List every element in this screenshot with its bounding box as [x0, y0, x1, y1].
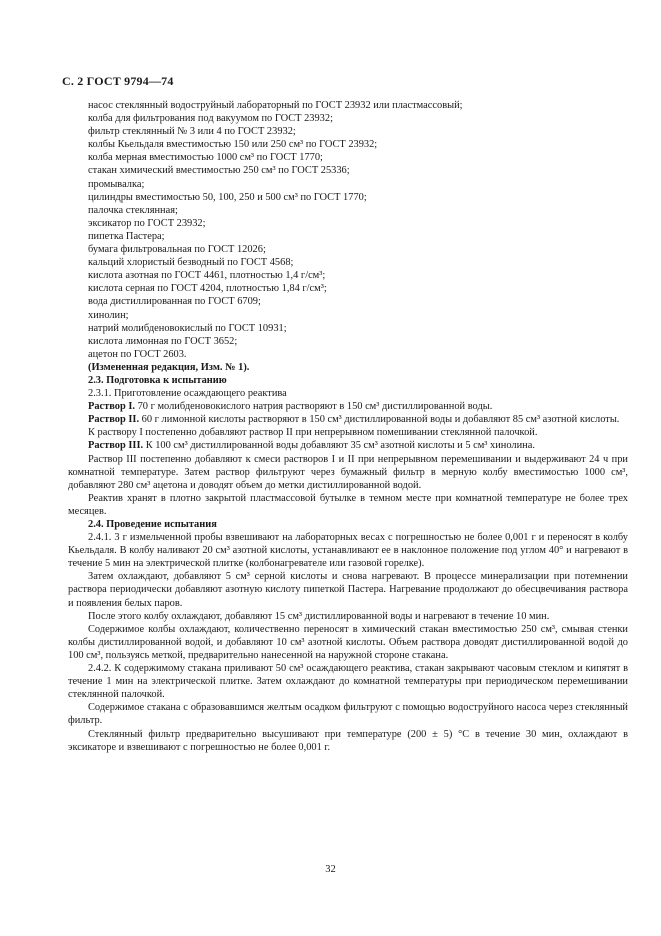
list-item: кислота лимонная по ГОСТ 3652; [88, 335, 238, 347]
list-item: цилиндры вместимостью 50, 100, 250 и 500 см³ по ГОСТ 1770; [88, 191, 367, 203]
solution-text: 70 г молибденовокислого натрия растворяют в 150 см³ дистиллированной воды. [135, 401, 493, 413]
list-item: вода дистиллированная по ГОСТ 6709; [88, 296, 261, 308]
body-text [68, 374, 628, 754]
solution-label: Раствор I. [88, 401, 136, 413]
paragraph [68, 413, 628, 426]
solution-label: Раствор III. [88, 440, 144, 452]
revision-note: (Измененная редакция, Изм. № 1). [88, 361, 250, 373]
document-content [68, 99, 628, 754]
list-item: фильтр стеклянный № 3 или 4 по ГОСТ 23932; [88, 126, 296, 138]
section-heading: 2.3. Подготовка к испытанию [88, 374, 227, 386]
list-item: кислота серная по ГОСТ 4204, плотностью 1,84 г/см³; [88, 283, 327, 295]
list-item: промывалка; [88, 178, 145, 190]
section-heading: 2.4. Проведение испытания [88, 519, 217, 530]
list-item: колбы Кьельдаля вместимостью 150 или 250 см³ по ГОСТ 23932; [88, 139, 378, 151]
paragraph: Стеклянный фильтр предварительно высушивают при температуре (200 ± 5) °С в течение 30 мин, охлаждают в эксикаторе и взвешивают с погрешностью не более 0,001 г. [68, 728, 628, 753]
list-item: насос стеклянный водоструйный лабораторный по ГОСТ 23932 или пластмассовый; [88, 100, 463, 111]
list-item: ацетон по ГОСТ 2603. [88, 348, 187, 360]
list-item: бумага фильтровальная по ГОСТ 12026; [88, 244, 266, 256]
paragraph: 2.4.1. 3 г измельченной пробы взвешивают на лабораторных весах с погрешностью не более 0,001 г и переносят в колбу Кьельдаля. В колбу наливают 20 см³ азотной кислоты, устанавливают ее в наклонное положение под углом 40° и нагревают в течение 5 мин на электрической плитке (колбонагревателе или газовой горелке). [68, 532, 628, 570]
paragraph: Затем охлаждают, добавляют 5 см³ серной кислоты и снова нагревают. В процессе минерализации при потемнении раствора периодически добавляют азотную кислоту пипеткой Пастера. Нагревание продолжают до обесцвечивания раствора и появления белых паров. [68, 571, 628, 609]
paragraph: 2.4.2. К содержимому стакана приливают 50 см³ осаждающего реактива, стакан закрывают часовым стеклом и кипятят в течение 1 мин на электрической плитке. Затем охлаждают до комнатной температуры при периодическом перемешивании стеклянной палочкой. [68, 663, 628, 701]
paragraph: Содержимое колбы охлаждают, количественно переносят в химический стакан вместимостью 250 см³, смывая стенки колбы дистиллированной водой, и добавляют 10 см³ азотной кислоты. Объем раствора доводят дистиллированной водой до 100 см³, пользуясь меткой, предварительно нанесенной на наружной стороне стакана. [68, 623, 628, 661]
list-item: эксикатор по ГОСТ 23932; [88, 217, 206, 229]
paragraph [68, 400, 628, 413]
paragraph [68, 439, 628, 452]
solution-text: К 100 см³ дистиллированной воды добавляют 35 см³ азотной кислоты и 5 см³ хинолина. [143, 440, 535, 452]
paragraph: К раствору I постепенно добавляют раствор II при непрерывном помешивании стеклянной палочкой. [88, 427, 538, 439]
solution-label: Раствор II. [88, 414, 140, 426]
list-item: натрий молибденовокислый по ГОСТ 10931; [88, 322, 287, 334]
page-number: 32 [325, 864, 336, 875]
list-item: колба для фильтрования под вакуумом по ГОСТ 23932; [88, 113, 333, 125]
paragraph: 2.3.1. Приготовление осаждающего реактива [88, 388, 287, 400]
list-item: палочка стеклянная; [88, 204, 178, 216]
solution-text: 60 г лимонной кислоты растворяют в 150 см³ дистиллированной воды и добавляют 85 см³ азотной кислоты. [139, 414, 620, 426]
list-item: колба мерная вместимостью 1000 см³ по ГОСТ 1770; [88, 152, 323, 164]
list-item: хинолин; [88, 309, 129, 321]
page-header: С. 2 ГОСТ 9794—74 [62, 74, 174, 88]
paragraph: Реактив хранят в плотно закрытой пластмассовой бутылке в темном месте при комнатной температуре не более трех месяцев. [68, 492, 628, 517]
list-item: кислота азотная по ГОСТ 4461, плотностью 1,4 г/см³; [88, 270, 326, 282]
equipment-list [88, 99, 628, 374]
list-item: пипетка Пастера; [88, 230, 165, 242]
list-item: кальций хлористый безводный по ГОСТ 4568; [88, 257, 294, 269]
paragraph: Содержимое стакана с образовавшимся желтым осадком фильтруют с помощью водоструйного насоса через стеклянный фильтр. [68, 702, 628, 727]
paragraph: После этого колбу охлаждают, добавляют 15 см³ дистиллированной воды и нагревают в течение 10 мин. [88, 610, 550, 622]
paragraph: Раствор III постепенно добавляют к смеси растворов I и II при непрерывном перемешивании и выдерживают 24 ч при комнатной температуре. Затем раствор фильтруют через бумажный фильтр в мерную колбу вместимостью 1000 см³, добавляют 280 см³ ацетона и доводят объем до метки дистиллированной водой. [68, 453, 628, 491]
list-item: стакан химический вместимостью 250 см³ по ГОСТ 25336; [88, 165, 350, 177]
